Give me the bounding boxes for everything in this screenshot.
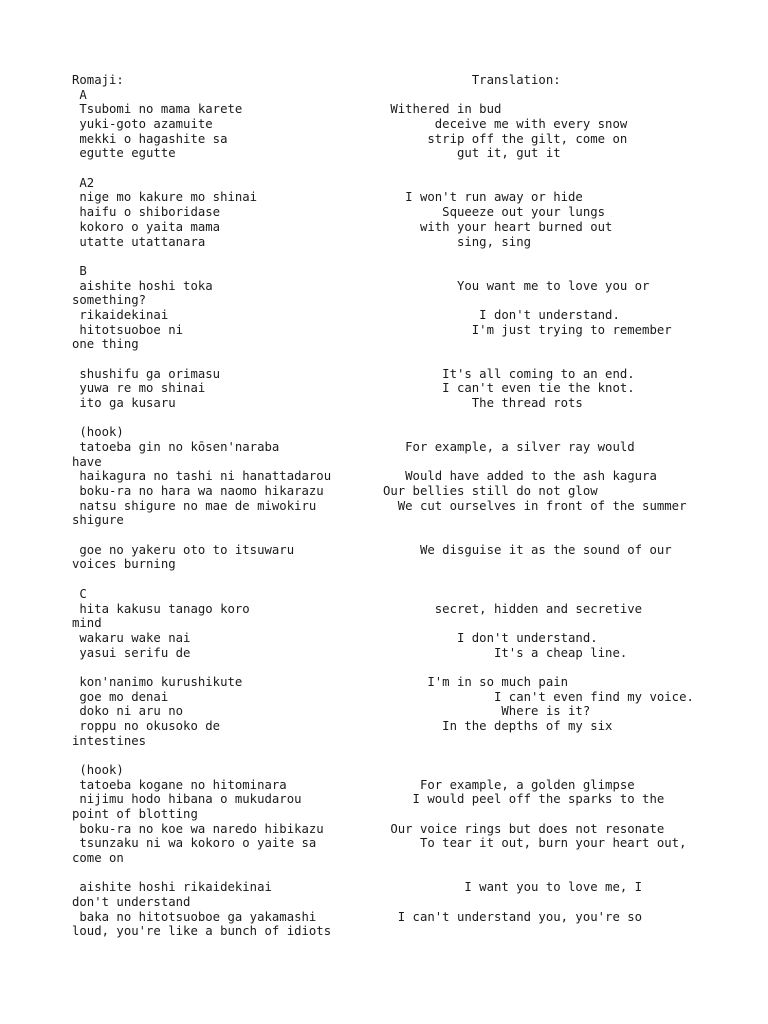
text-line: wakaru wake nai I don't understand. [72,630,598,645]
text-line: Tsubomi no mama karete Withered in bud [72,102,502,117]
text-line: (hook) [72,425,124,440]
text-line: rikaidekinai I don't understand. [72,307,620,322]
text-line: haikagura no tashi ni hanattadarou Would have added to the ash kagura [72,469,657,484]
text-line: baka no hitotsuoboe ga yakamashi I can't understand you, you're so [72,909,643,924]
text-line: egutte egutte gut it, gut it [72,146,561,161]
text-line: boku-ra no hara wa naomo hikarazu Our bellies still do not glow [72,484,598,498]
text-line: natsu shigure no mae de miwokiru We cut ourselves in front of the summer [72,498,687,513]
text-line: voices burning [72,557,176,572]
text-line: yuki-goto azamuite deceive me with every snow [72,117,628,131]
text-line: don't understand [72,895,191,910]
text-line: hitotsuoboe ni I'm just trying to remember [72,322,672,337]
text-line: yuwa re mo shinai I can't even tie the knot. [72,381,635,396]
text-line: Romaji: Translation: [72,73,561,87]
text-line: aishite hoshi toka You want me to love you or [72,278,650,293]
text-line: one thing [72,337,139,352]
text-line: intestines [72,733,147,748]
text-line: nige mo kakure mo shinai I won't run away or hide [72,190,583,205]
text-line: kokoro o yaita mama with your heart burned out [72,219,613,234]
text-line: haifu o shiboridase Squeeze out your lungs [72,205,606,220]
text-line: shushifu ga orimasu It's all coming to an end. [72,366,635,381]
text-line: tatoeba gin no kōsen'naraba For example, a silver ray would [72,440,635,454]
text-line: point of blotting [72,807,198,821]
text-line: mind [72,616,102,631]
text-line: hita kakusu tanago koro secret, hidden and secretive [72,601,643,616]
text-line: roppu no okusoko de In the depths of my six [72,718,613,733]
text-line: A2 [72,175,95,190]
text-line: tsunzaku ni wa kokoro o yaite sa To tear it out, burn your heart out, [72,836,687,851]
text-line: doko ni aru no Where is it? [72,704,591,719]
text-line: utatte utattanara sing, sing [72,234,532,249]
text-line: A [72,87,87,102]
text-line: yasui serifu de It's a cheap line. [72,645,628,660]
text-line: loud, you're like a bunch of idiots [72,924,332,939]
text-line: tatoeba kogane no hitominara For example, a golden glimpse [72,777,635,792]
text-line: boku-ra no koe wa naredo hibikazu Our voice rings but does not resonate [72,821,665,836]
text-line: aishite hoshi rikaidekinai I want you to love me, I [72,880,643,895]
text-line: kon'nanimo kurushikute I'm in so much pain [72,674,569,689]
text-line: B [72,263,87,278]
text-line: have [72,454,102,469]
text-line: something? [72,293,147,308]
text-line: mekki o hagashite sa strip off the gilt, come on [72,131,628,146]
text-line: come on [72,851,124,865]
text-line: nijimu hodo hibana o mukudarou I would peel off the sparks to the [72,792,665,807]
text-line: shigure [72,513,124,528]
text-line: C [72,586,87,601]
text-line: ito ga kusaru The thread rots [72,396,583,410]
text-line: goe no yakeru oto to itsuwaru We disguise it as the sound of our [72,542,672,557]
text-line: (hook) [72,763,124,777]
text-line: goe mo denai I can't even find my voice. [72,689,694,704]
